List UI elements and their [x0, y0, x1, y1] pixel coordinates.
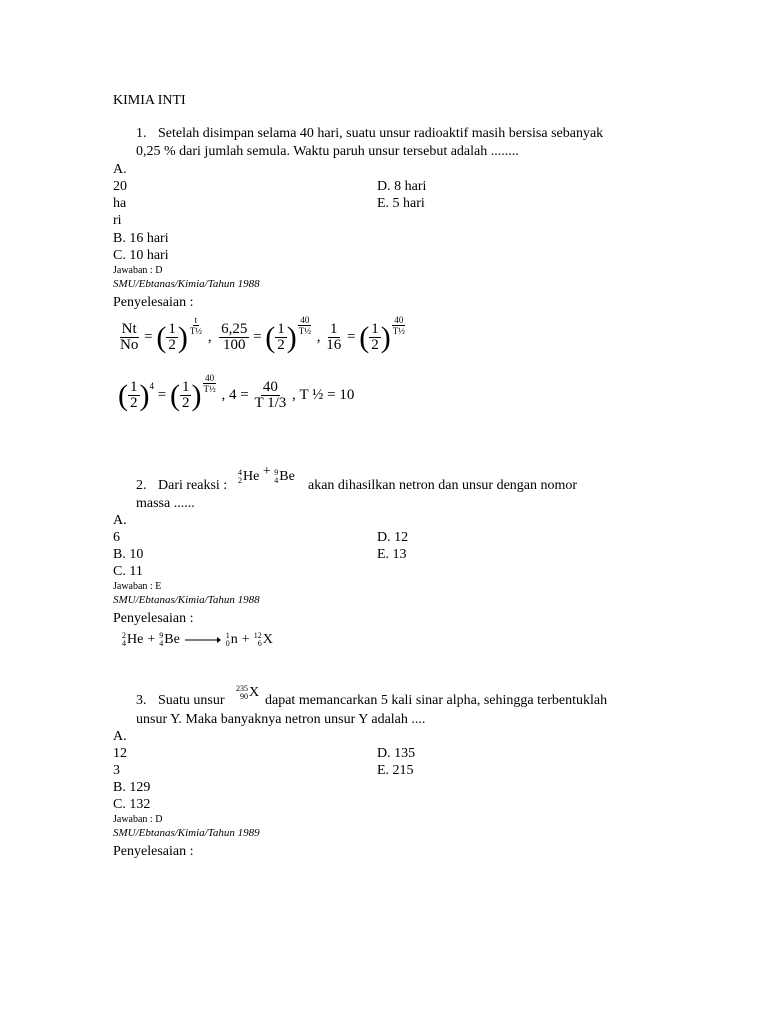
answer-key: Jawaban : E	[113, 581, 162, 592]
exponent: 40	[300, 315, 310, 325]
option-a-text: ri	[113, 213, 122, 228]
solution-label: Penyelesaian :	[113, 611, 194, 626]
question-text-prefix: Suatu unsur	[158, 693, 225, 708]
option-e: E. 215	[377, 763, 414, 778]
numerator: 1	[168, 321, 176, 337]
mass-number: 4	[238, 468, 242, 477]
exponent: 40	[394, 315, 404, 325]
option-b: B. 16 hari	[113, 231, 169, 246]
option-a-text: 3	[113, 763, 120, 778]
element-symbol: He	[127, 632, 144, 647]
question-number: 1.	[136, 126, 147, 141]
denominator: 16	[326, 337, 342, 353]
equation-text: 4 =	[228, 387, 249, 403]
mass-number: 9	[274, 468, 279, 477]
atomic-number: 4	[274, 476, 279, 485]
numerator: 1	[130, 379, 138, 395]
option-c: C. 10 hari	[113, 248, 169, 263]
option-a-text: 6	[113, 530, 120, 545]
atomic-number: 0	[225, 639, 230, 648]
element-symbol: n	[230, 632, 238, 647]
atomic-number: 6	[257, 639, 262, 648]
solution-equation-1: $\frac{Nt}{No}$ = ( $\frac{1}{2}$ ) $\frac{t}{\text{T½}}$ , $\frac{6,25}{100}$ = ( $\frac{1}{2}$ ) $\frac{40}{\text{T½}}$ , $\frac{1}{16}$ = ( $\frac{1}{2}$ ) $\frac{40}{\text{T½}}$	[120, 315, 405, 354]
page-title: KIMIA INTI	[113, 93, 186, 108]
mass-number: 235	[236, 684, 248, 693]
option-c: C. 11	[113, 564, 143, 579]
denominator: T 1/3	[254, 395, 287, 411]
option-a-letter: A.	[113, 162, 127, 177]
source-citation: SMU/Ebtanas/Kimia/Tahun 1989	[113, 827, 260, 839]
exponent: T½	[189, 326, 203, 336]
denominator: 2	[130, 395, 138, 411]
numerator: 1	[330, 321, 338, 337]
element-symbol: X	[262, 632, 273, 647]
denominator: 2	[168, 337, 176, 353]
element-symbol: X	[249, 685, 260, 700]
exponent: T½	[203, 384, 216, 394]
source-citation: SMU/Ebtanas/Kimia/Tahun 1988	[113, 594, 260, 606]
question-text-line2: massa ......	[136, 496, 195, 511]
question-text-suffix: akan dihasilkan netron dan unsur dengan nomor	[308, 478, 578, 493]
option-d: D. 12	[377, 530, 409, 545]
question-text-line2: 0,25 % dari jumlah semula. Waktu paruh unsur tersebut adalah ........	[136, 144, 519, 159]
mass-number: 1	[225, 631, 230, 640]
denominator: 2	[371, 337, 379, 353]
option-e: E. 5 hari	[377, 196, 425, 211]
denominator: No	[120, 337, 139, 353]
atomic-number: 4	[159, 639, 164, 648]
question-number: 3.	[136, 693, 147, 708]
numerator: 6,25	[221, 321, 248, 337]
atomic-number: 2	[238, 476, 242, 485]
question-text-prefix: Dari reaksi :	[158, 478, 228, 493]
option-a-letter: A.	[113, 513, 127, 528]
numerator: 40	[262, 379, 278, 395]
element-symbol: Be	[164, 632, 180, 647]
option-a-text: 12	[113, 746, 127, 761]
numerator: 1	[371, 321, 379, 337]
plus-sign: +	[147, 632, 156, 647]
mass-number: 2	[122, 631, 126, 640]
answer-key: Jawaban : D	[113, 265, 163, 276]
option-c: C. 132	[113, 797, 151, 812]
plus-sign: +	[241, 632, 250, 647]
numerator: Nt	[121, 321, 137, 337]
nuclide-symbol	[236, 680, 259, 701]
source-citation: SMU/Ebtanas/Kimia/Tahun 1988	[113, 278, 260, 290]
option-a-letter: A.	[113, 729, 127, 744]
exponent: T½	[392, 326, 405, 336]
mass-number: 12	[253, 631, 262, 640]
solution-reaction	[122, 632, 273, 648]
solution-equation-2: ( $\frac{1}{2}$ ) 4 = ( $\frac{1}{2}$ ) $\frac{40}{\text{T½}}$ , 4 = $\frac{40}{T 1/3}$ , T ½ = 10	[118, 373, 355, 412]
reaction-arrow-icon	[184, 635, 222, 645]
atomic-number: 4	[122, 639, 126, 648]
equation-result: T ½ = 10	[299, 387, 355, 403]
option-d: D. 135	[377, 746, 416, 761]
element-symbol: He	[243, 469, 260, 484]
question-text-line1: Setelah disimpan selama 40 hari, suatu unsur radioaktif masih bersisa sebanyak	[158, 126, 604, 141]
option-d: D. 8 hari	[377, 179, 427, 194]
exponent: 40	[205, 373, 215, 383]
option-b: B. 129	[113, 780, 151, 795]
mass-number: 9	[159, 631, 164, 640]
question-number: 2.	[136, 478, 147, 493]
reaction-inline	[238, 464, 295, 485]
option-b: B. 10	[113, 547, 144, 562]
exponent: 4	[149, 380, 154, 391]
exponent: T½	[298, 326, 312, 336]
atomic-number: 90	[240, 692, 248, 701]
question-text-suffix: dapat memancarkan 5 kali sinar alpha, sehingga terbentuklah	[265, 693, 608, 708]
numerator: 1	[277, 321, 285, 337]
option-a-text: 20	[113, 179, 127, 194]
denominator: 2	[277, 337, 285, 353]
solution-label: Penyelesaian :	[113, 295, 194, 310]
element-symbol: Be	[279, 469, 295, 484]
answer-key: Jawaban : D	[113, 814, 163, 825]
denominator: 2	[181, 395, 190, 411]
numerator: 1	[181, 379, 190, 395]
exponent: t	[194, 315, 198, 325]
denominator: 100	[222, 337, 246, 353]
option-e: E. 13	[377, 547, 407, 562]
option-a-text: ha	[113, 196, 127, 211]
solution-label: Penyelesaian :	[113, 844, 194, 859]
question-text-line2: unsur Y. Maka banyaknya netron unsur Y adalah ....	[136, 712, 426, 727]
plus-sign: +	[262, 464, 271, 479]
